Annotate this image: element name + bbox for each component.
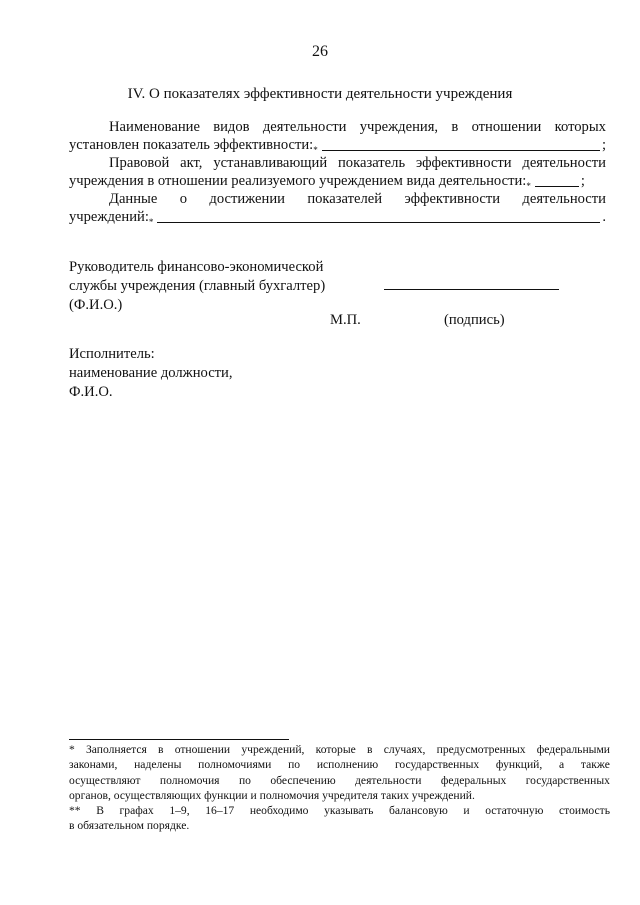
word: исполнению (316, 758, 379, 772)
word: необходимо (249, 804, 309, 818)
word: Правовой (109, 155, 170, 171)
footnote-line: в обязательном порядке. (69, 819, 190, 833)
word: деятельности (262, 119, 347, 135)
footnote-line (69, 773, 610, 788)
signatory-name-placeholder: (Ф.И.О.) (69, 297, 123, 313)
signature-line[interactable] (384, 289, 559, 290)
signatory-role-line2: службы учреждения (главный бухгалтер) (69, 278, 326, 294)
word: которых (554, 119, 606, 135)
footnote-line (69, 803, 610, 818)
word: устанавливающий (213, 155, 328, 171)
justified-line (109, 190, 606, 208)
signature-caption: (подпись) (444, 312, 505, 328)
word: ** (69, 804, 81, 818)
word: осуществляют (69, 773, 141, 787)
paragraph-text: учреждений: (69, 209, 149, 225)
stamp-label: М.П. (330, 312, 361, 328)
footnote-separator (69, 739, 289, 740)
blank-field[interactable] (322, 149, 600, 151)
word: наделены (134, 758, 182, 772)
word: учреждений, (241, 743, 305, 756)
word: 16–17 (205, 804, 235, 818)
word: 1–9, (169, 804, 190, 818)
word: полномочия (159, 773, 220, 787)
word: деятельности (522, 191, 606, 207)
paragraph-text: учреждения в отношении реализуемого учреждением вида деятельности: (69, 173, 527, 189)
paragraph-text: установлен показатель эффективности: (69, 137, 314, 153)
word: государственных (525, 773, 610, 787)
page-number: 26 (312, 43, 328, 60)
word: предусмотренных (436, 743, 526, 756)
word: о (179, 191, 188, 207)
word: которые (315, 743, 356, 756)
blank-field[interactable] (157, 221, 600, 223)
word: стоимость (559, 804, 610, 818)
word: отношении (174, 743, 231, 756)
word: по (288, 758, 301, 772)
word: учреждения, (359, 119, 439, 135)
word: видов (213, 119, 250, 135)
word: в (367, 743, 373, 756)
word: показателей (307, 191, 383, 207)
executor-name: Ф.И.О. (69, 384, 113, 400)
line-end: ; (580, 173, 585, 189)
word: Наименование (109, 119, 200, 135)
word: достижении (209, 191, 285, 207)
justified-line (109, 154, 606, 172)
footnote-line (69, 742, 610, 757)
word: эффективности (415, 155, 512, 171)
line-end: ; (601, 137, 606, 153)
word: Заполняется (86, 743, 147, 756)
word: обеспечению (270, 773, 336, 787)
justified-line (109, 118, 606, 136)
word: функций, (495, 758, 543, 772)
executor-position: наименование должности, (69, 365, 233, 381)
word: отношении (471, 119, 542, 135)
word: акт, (180, 155, 203, 171)
word: по (238, 773, 251, 787)
word: также (580, 758, 610, 772)
word: а (559, 758, 565, 772)
executor-block (69, 345, 233, 402)
word: в (451, 119, 459, 135)
section-title: IV. О показателях эффективности деятельности учреждения (127, 86, 513, 102)
word: случаях, (383, 743, 426, 756)
paragraph-activity-types: Наименование видов деятельности учреждения, в отношении которых установлен показатель эффективности: * ; (69, 119, 606, 155)
executor-label: Исполнитель: (69, 346, 155, 362)
footnotes (69, 742, 610, 834)
blank-field[interactable] (535, 186, 579, 187)
word: деятельности (355, 773, 422, 787)
word: указывать (324, 804, 374, 818)
word: полномочиями (198, 758, 272, 772)
word: законами, (69, 758, 118, 772)
word: и (463, 804, 470, 818)
word: * (69, 743, 75, 756)
word: федеральных (440, 773, 507, 787)
word: федеральными (536, 743, 610, 756)
word: В (96, 804, 104, 818)
signatory-role-line1: Руководитель финансово-экономической (69, 259, 324, 275)
word: остаточную (485, 804, 544, 818)
footnote-line: органов, осуществляющих функции и полномочия учредителя таких учреждений. (69, 788, 475, 802)
word: Данные (109, 191, 158, 207)
footnote-line (69, 757, 610, 772)
line-end: . (602, 209, 606, 225)
word: графах (119, 804, 154, 818)
word: показатель (337, 155, 406, 171)
paragraph-legal-act: Правовой акт, устанавливающий показатель эффективности деятельности учреждения в отношении реализуемого учреждением вида деятельности: * ; (69, 155, 606, 191)
word: балансовую (389, 804, 448, 818)
word: деятельности (522, 155, 606, 171)
paragraph-performance-data: Данные о достижении показателей эффективности деятельности учреждений: * . (69, 191, 606, 227)
word: эффективности (404, 191, 501, 207)
word: в (158, 743, 164, 756)
word: государственных (394, 758, 480, 772)
